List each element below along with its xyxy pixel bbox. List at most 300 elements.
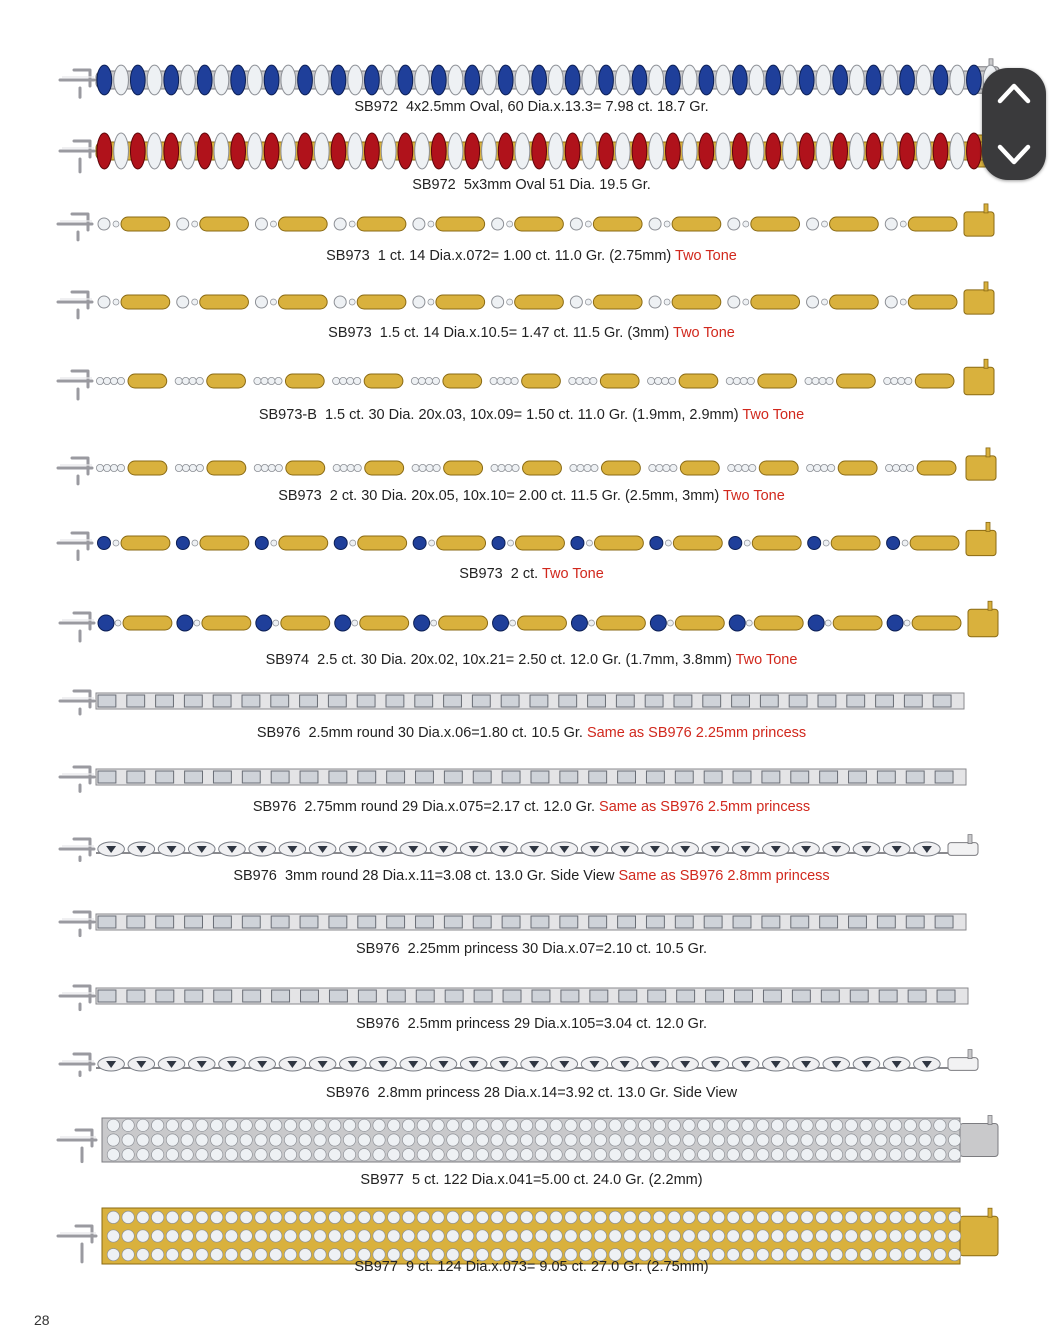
diamond-stone: [733, 377, 740, 384]
diamond-stone: [416, 990, 434, 1002]
colored-stone: [933, 65, 948, 95]
gold-link: [437, 536, 486, 550]
diamond-stone: [807, 296, 819, 308]
diamond-stone: [649, 296, 661, 308]
diamond-stone: [712, 1230, 724, 1242]
diamond-stone: [845, 1149, 857, 1161]
diamond-stone: [447, 1230, 459, 1242]
diamond-stone: [447, 1134, 459, 1146]
diamond-stone: [314, 1230, 326, 1242]
colored-stone: [632, 133, 647, 169]
diamond-stone: [461, 1134, 473, 1146]
diamond-stone: [240, 1149, 252, 1161]
diamond-stone: [429, 540, 435, 546]
diamond-stone: [712, 1149, 724, 1161]
diamond-stone: [801, 1134, 813, 1146]
diamond-stone: [649, 218, 661, 230]
diamond-stone: [115, 620, 121, 626]
diamond-stone: [594, 1230, 606, 1242]
diamond-stone: [653, 1149, 665, 1161]
colored-stone: [493, 615, 509, 631]
diamond-stone: [358, 1134, 370, 1146]
diamond-stone: [667, 620, 673, 626]
diamond-stone: [771, 1119, 783, 1131]
diamond-stone: [624, 1149, 636, 1161]
bracelet-image: [56, 446, 1000, 490]
chevron-up-icon: [994, 74, 1034, 114]
gold-link: [680, 461, 719, 475]
item-spec: 5x3mm Oval 51 Dia. 19.5 Gr.: [463, 177, 651, 193]
item-spec: 2.8mm princess 28 Dia.x.14=3.92 ct. 13.0 Gr. Side View: [377, 1085, 738, 1101]
diamond-stone: [822, 221, 828, 227]
colored-stone: [967, 133, 982, 169]
diamond-stone: [211, 1119, 223, 1131]
diamond-stone: [448, 133, 463, 169]
colored-stone: [98, 537, 111, 550]
diamond-stone: [698, 1119, 710, 1131]
diamond-stone: [192, 221, 198, 227]
colored-stone: [666, 133, 681, 169]
diamond-stone: [210, 1211, 222, 1223]
diamond-stone: [677, 990, 695, 1002]
diamond-stone: [137, 1119, 149, 1131]
diamond-stone: [812, 377, 819, 384]
diamond-stone: [270, 1149, 282, 1161]
gold-link: [360, 616, 409, 630]
diamond-stone: [561, 990, 579, 1002]
diamond-stone: [387, 990, 405, 1002]
diamond-stone: [638, 1230, 650, 1242]
diamond-stone: [826, 377, 833, 384]
diamond-stone: [520, 1211, 532, 1223]
diamond-stone: [900, 299, 906, 305]
diamond-stone: [196, 1230, 208, 1242]
diamond-stone: [653, 1211, 665, 1223]
colored-stone: [799, 65, 814, 95]
diamond-stone: [889, 1230, 901, 1242]
diamond-stone: [413, 296, 425, 308]
item-sku: SB972: [354, 99, 398, 115]
diamond-stone: [448, 65, 463, 95]
diamond-stone: [919, 1119, 931, 1131]
gold-link: [758, 374, 797, 388]
diamond-stone: [347, 464, 354, 471]
diamond-stone: [889, 1119, 901, 1131]
diamond-stone: [225, 1230, 237, 1242]
item-caption: [0, 407, 1063, 423]
gold-link: [358, 536, 407, 550]
diamond-stone: [950, 65, 965, 95]
diamond-stone: [240, 1211, 252, 1223]
diamond-stone: [314, 1134, 326, 1146]
colored-stone: [887, 537, 900, 550]
diamond-stone: [461, 1211, 473, 1223]
diamond-stone: [906, 916, 924, 928]
diamond-stone: [916, 65, 931, 95]
item-spec: 2.75mm round 29 Dia.x.075=2.17 ct. 12.0 Gr.: [304, 799, 595, 815]
diamond-stone: [175, 464, 182, 471]
diamond-stone: [181, 65, 196, 95]
diamond-stone: [387, 916, 405, 928]
diamond-stone: [520, 1230, 532, 1242]
diamond-stone: [742, 1149, 754, 1161]
item-sku: SB976: [325, 1085, 370, 1101]
diamond-stone: [147, 133, 162, 169]
diamond-stone: [860, 1149, 872, 1161]
diamond-stone: [704, 916, 722, 928]
diamond-stone: [314, 133, 329, 169]
diamond-stone: [579, 1149, 591, 1161]
diamond-stone: [877, 771, 895, 783]
clasp-icon: [58, 1130, 96, 1162]
diamond-stone: [950, 133, 965, 169]
gold-link: [830, 295, 879, 309]
diamond-stone: [649, 65, 664, 95]
scroll-up-button[interactable]: [994, 74, 1034, 114]
diamond-stone: [476, 1119, 488, 1131]
diamond-stone: [549, 133, 564, 169]
clasp-icon: [60, 1054, 94, 1076]
colored-stone: [298, 65, 313, 95]
diamond-stone: [156, 990, 174, 1002]
item-note: Same as SB976 2.8mm princess: [618, 868, 830, 884]
diamond-stone: [156, 771, 174, 783]
diamond-stone: [210, 1230, 222, 1242]
diamond-stone: [727, 1230, 739, 1242]
diamond-stone: [166, 1230, 178, 1242]
diamond-stone: [883, 133, 898, 169]
diamond-stone: [619, 990, 637, 1002]
item-caption: [0, 488, 1063, 504]
diamond-stone: [821, 464, 828, 471]
colored-stone: [571, 615, 587, 631]
diamond-stone: [388, 1211, 400, 1223]
diamond-stone: [904, 695, 922, 707]
diamond-stone: [270, 221, 276, 227]
diamond-stone: [506, 1211, 518, 1223]
diamond-stone: [845, 1211, 857, 1223]
gold-link: [207, 374, 246, 388]
colored-stone: [565, 133, 580, 169]
colored-stone: [650, 537, 663, 550]
diamond-stone: [908, 990, 926, 1002]
diamond-stone: [402, 1119, 414, 1131]
diamond-stone: [698, 1211, 710, 1223]
diamond-stone: [648, 990, 666, 1002]
item-sku: SB973-B: [258, 407, 317, 423]
diamond-stone: [789, 695, 807, 707]
diamond-stone: [271, 916, 289, 928]
colored-stone: [833, 65, 848, 95]
diamond-stone: [916, 133, 931, 169]
diamond-stone: [933, 695, 951, 707]
diamond-stone: [270, 1211, 282, 1223]
diamond-stone: [426, 464, 433, 471]
diamond-stone: [432, 1119, 444, 1131]
diamond-stone: [240, 1230, 252, 1242]
diamond-stone: [663, 464, 670, 471]
diamond-stone: [698, 1149, 710, 1161]
diamond-stone: [506, 1119, 518, 1131]
item-spec: 2.5 ct. 30 Dia. 20x.02, 10x.21= 2.50 ct. 12.0 Gr. (1.7mm, 3.8mm): [317, 652, 732, 668]
diamond-stone: [875, 1230, 887, 1242]
diamond-stone: [490, 377, 497, 384]
gold-link: [672, 217, 721, 231]
colored-stone: [766, 133, 781, 169]
gold-link: [596, 616, 645, 630]
diamond-stone: [875, 1149, 887, 1161]
diamond-stone: [343, 1149, 355, 1161]
diamond-stone: [805, 377, 812, 384]
diamond-stone: [166, 1149, 178, 1161]
bracelet-image: [56, 356, 998, 406]
diamond-stone: [300, 771, 318, 783]
item-spec: 1 ct. 14 Dia.x.072= 1.00 ct. 11.0 Gr. (2.75mm): [377, 248, 672, 264]
diamond-stone: [668, 1230, 680, 1242]
item-note: Two Tone: [742, 407, 805, 423]
colored-stone: [298, 133, 313, 169]
diamond-stone: [151, 1149, 163, 1161]
diamond-stone: [638, 1211, 650, 1223]
colored-stone: [699, 65, 714, 95]
gold-link: [752, 536, 801, 550]
diamond-stone: [712, 1134, 724, 1146]
gold-link: [675, 616, 724, 630]
diamond-stone: [550, 1149, 562, 1161]
bracelet-image: [58, 977, 978, 1015]
gold-link: [679, 374, 718, 388]
diamond-stone: [668, 377, 675, 384]
colored-stone: [197, 133, 212, 169]
diamond-stone: [474, 990, 492, 1002]
colored-stone: [264, 133, 279, 169]
diamond-stone: [919, 1149, 931, 1161]
diamond-stone: [683, 1211, 695, 1223]
item-caption: [0, 1085, 1063, 1101]
diamond-stone: [646, 916, 664, 928]
diamond-stone: [192, 299, 198, 305]
gold-link: [436, 217, 485, 231]
diamond-stone: [579, 1119, 591, 1131]
diamond-stone: [771, 1211, 783, 1223]
diamond-stone: [735, 464, 742, 471]
item-spec: 5 ct. 122 Dia.x.041=5.00 ct. 24.0 Gr. (2.2mm): [412, 1172, 703, 1188]
diamond-stone: [588, 620, 594, 626]
diamond-stone: [816, 1134, 828, 1146]
item-sku: SB973: [328, 325, 372, 341]
colored-stone: [130, 65, 145, 95]
gold-link: [444, 461, 483, 475]
item-sku: SB976: [256, 725, 301, 741]
diamond-stone: [763, 990, 781, 1002]
diamond-stone: [565, 1149, 577, 1161]
diamond-stone: [743, 299, 749, 305]
diamond-stone: [340, 464, 347, 471]
diamond-stone: [830, 1119, 842, 1131]
gold-link: [522, 374, 561, 388]
diamond-stone: [281, 65, 296, 95]
diamond-stone: [122, 1149, 134, 1161]
diamond-stone: [333, 377, 340, 384]
diamond-stone: [570, 296, 582, 308]
diamond-stone: [816, 65, 831, 95]
diamond-stone: [387, 771, 405, 783]
diamond-stone: [618, 771, 636, 783]
diamond-stone: [825, 620, 831, 626]
diamond-stone: [300, 695, 318, 707]
diamond-stone: [609, 1119, 621, 1131]
diamond-stone: [137, 1211, 149, 1223]
diamond-stone: [417, 1149, 429, 1161]
diamond-stone: [530, 695, 548, 707]
diamond-stone: [329, 771, 347, 783]
diamond-stone: [577, 464, 584, 471]
clasp-icon: [58, 292, 92, 318]
diamond-stone: [270, 1134, 282, 1146]
diamond-stone: [381, 133, 396, 169]
diamond-stone: [225, 1119, 237, 1131]
clasp-icon: [60, 691, 94, 714]
diamond-stone: [491, 1211, 503, 1223]
diamond-stone: [661, 377, 668, 384]
diamond-stone: [742, 1230, 754, 1242]
diamond-stone: [814, 464, 821, 471]
diamond-stone: [594, 1134, 606, 1146]
diamond-stone: [576, 377, 583, 384]
diamond-stone: [117, 377, 124, 384]
gold-link: [285, 374, 324, 388]
diamond-stone: [879, 990, 897, 1002]
diamond-stone: [491, 1134, 503, 1146]
diamond-stone: [432, 1134, 444, 1146]
clasp-icon: [58, 533, 92, 560]
diamond-stone: [107, 1230, 119, 1242]
diamond-stone: [137, 1230, 149, 1242]
diamond-stone: [585, 221, 591, 227]
clasp-icon: [60, 613, 94, 641]
diamond-stone: [506, 1230, 518, 1242]
diamond-stone: [432, 1149, 444, 1161]
gold-link: [594, 536, 643, 550]
item-spec: 9 ct. 124 Dia.x.073= 9.05 ct. 27.0 Gr. (2.75mm): [405, 1259, 709, 1275]
diamond-stone: [181, 1149, 193, 1161]
diamond-stone: [609, 1134, 621, 1146]
diamond-stone: [348, 65, 363, 95]
diamond-stone: [919, 1134, 931, 1146]
diamond-stone: [447, 1211, 459, 1223]
diamond-stone: [354, 377, 361, 384]
diamond-stone: [127, 990, 145, 1002]
clasp-icon: [58, 371, 92, 399]
box-clasp: [964, 212, 994, 236]
diamond-stone: [583, 377, 590, 384]
item-caption: [0, 99, 1063, 115]
bracelet-image: [58, 683, 974, 719]
diamond-stone: [727, 1149, 739, 1161]
diamond-stone: [830, 1134, 842, 1146]
diamond-stone: [732, 695, 750, 707]
diamond-stone: [508, 540, 514, 546]
diamond-stone: [801, 1211, 813, 1223]
diamond-stone: [532, 990, 550, 1002]
diamond-stone: [476, 1230, 488, 1242]
gold-link: [837, 374, 876, 388]
gold-link: [515, 295, 564, 309]
diamond-stone: [733, 916, 751, 928]
diamond-stone: [299, 1119, 311, 1131]
colored-stone: [98, 615, 114, 631]
diamond-stone: [352, 620, 358, 626]
item-caption: [0, 941, 1063, 957]
diamond-stone: [860, 1134, 872, 1146]
colored-stone: [967, 65, 982, 95]
gold-link: [754, 616, 803, 630]
diamond-stone: [472, 695, 490, 707]
item-caption: [0, 566, 1063, 582]
colored-stone: [833, 133, 848, 169]
diamond-stone: [639, 1149, 651, 1161]
diamond-stone: [549, 65, 564, 95]
item-sku: SB973: [459, 566, 503, 582]
gold-link: [357, 295, 406, 309]
diamond-stone: [255, 218, 267, 230]
diamond-stone: [122, 1230, 134, 1242]
diamond-stone: [444, 695, 462, 707]
diamond-stone: [166, 1134, 178, 1146]
diamond-stone: [431, 620, 437, 626]
diamond-stone: [147, 65, 162, 95]
clasp-icon: [60, 70, 94, 97]
diamond-stone: [906, 771, 924, 783]
diamond-stone: [272, 990, 290, 1002]
gold-link: [365, 461, 404, 475]
gold-link: [830, 217, 879, 231]
diamond-stone: [683, 1134, 695, 1146]
diamond-stone: [261, 377, 268, 384]
diamond-stone: [432, 377, 439, 384]
colored-stone: [365, 133, 380, 169]
diamond-stone: [373, 1134, 385, 1146]
diamond-stone: [98, 296, 110, 308]
diamond-stone: [137, 1134, 149, 1146]
gold-link: [128, 374, 167, 388]
diamond-stone: [823, 540, 829, 546]
diamond-stone: [762, 771, 780, 783]
diamond-stone: [590, 377, 597, 384]
diamond-stone: [743, 221, 749, 227]
diamond-stone: [727, 1134, 739, 1146]
diamond-stone: [771, 1149, 783, 1161]
scroll-down-button[interactable]: [994, 134, 1034, 174]
diamond-stone: [664, 221, 670, 227]
diamond-stone: [757, 1230, 769, 1242]
diamond-stone: [433, 464, 440, 471]
diamond-stone: [329, 1119, 341, 1131]
diamond-stone: [386, 695, 404, 707]
gold-link: [278, 295, 327, 309]
diamond-stone: [664, 299, 670, 305]
diamond-stone: [255, 1134, 267, 1146]
diamond-stone: [698, 1230, 710, 1242]
diamond-stone: [511, 377, 518, 384]
clasp-icon: [58, 214, 92, 240]
box-clasp: [960, 1124, 998, 1157]
diamond-stone: [570, 464, 577, 471]
diamond-stone: [428, 221, 434, 227]
gold-link: [759, 461, 798, 475]
diamond-stone: [733, 771, 751, 783]
diamond-stone: [255, 1230, 267, 1242]
